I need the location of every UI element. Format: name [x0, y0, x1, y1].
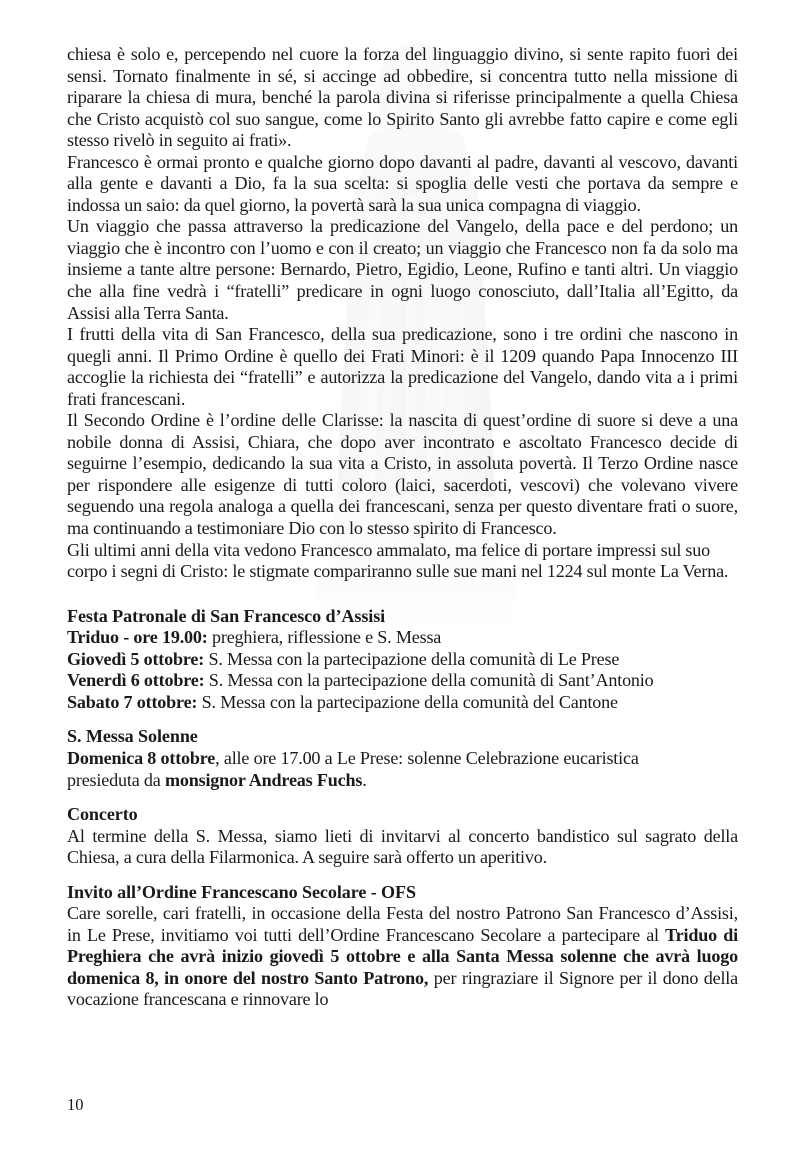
- paragraph: Francesco è ormai pronto e qualche giorno dopo davanti al padre, davanti al vescovo, davanti alla gente e davanti a Dio, fa la sua scelta: si spoglia delle vesti che portava da sempre e indossa un saio: da quel giorno, la povertà sarà la sua unica compagna di viaggio.: [67, 151, 738, 215]
- section-heading-messa-solenne: S. Messa Solenne: [67, 726, 198, 747]
- festa-triduo-label: Triduo - ore 19.00:: [67, 627, 208, 648]
- section-heading-ofs: Invito all’Ordine Francescano Secolare - OFS: [67, 881, 416, 902]
- messa-solenne-line-2: [67, 770, 738, 792]
- festa-event-text: S. Messa con la partecipazione della comunità di Le Prese: [204, 648, 620, 669]
- paragraph: chiesa è solo e, percependo nel cuore la forza del linguaggio divino, si sente rapito fuori dei sensi. Tornato finalmente in sé, si accinge ad obbedire, si concentra tutto nella missione di riparare la chiesa di mura, benché la parola divina si riferisse principalmente a quella Chiesa che Cristo acquistò col suo sangue, come lo Spirito Santo gli avrebbe fatto capire e come egli stesso rivelò in seguito ai frati».: [67, 44, 738, 151]
- festa-event-text: S. Messa con la partecipazione della comunità del Cantone: [197, 691, 618, 712]
- messa-solenne-detail: , alle ore 17.00 a Le Prese: solenne Celebrazione eucaristica: [215, 747, 639, 768]
- section-spacer: [67, 713, 738, 726]
- paragraph: Un viaggio che passa attraverso la predicazione del Vangelo, della pace e del perdono; un viaggio che è incontro con l’uomo e con il creato; un viaggio che Francesco non fa da solo ma insieme a tante altre persone: Bernardo, Pietro, Egidio, Leone, Rufino e tanti altri. Un viaggio che alla fine vedrà i “fratelli” predicare in ogni luogo conosciuto, dall’Italia all’Egitto, da Assisi alla Terra Santa.: [67, 216, 738, 323]
- concerto-paragraph: Al termine della S. Messa, siamo lieti di invitarvi al concerto bandistico sul sagrato della Chiesa, a cura della Filarmonica. A seguire sarà offerto un aperitivo.: [67, 825, 738, 868]
- messa-solenne-date: Domenica 8 ottobre: [67, 747, 216, 768]
- festa-event-label: Giovedì 5 ottobre:: [67, 648, 205, 669]
- ofs-paragraph: [67, 903, 738, 1011]
- festa-event-label: Sabato 7 ottobre:: [67, 691, 198, 712]
- ofs-text-outro: per ringraziare il Signore per il dono della vocazione francescana e rinnovare lo: [67, 967, 738, 1010]
- section-spacer: [67, 791, 738, 804]
- festa-event-line: [67, 649, 738, 671]
- ofs-text-intro: Care sorelle, cari fratelli, in occasione della Festa del nostro Patrono San Francesco d’Assisi, in Le Prese, invitiamo voi tutti dell’Ordine Francescano Secolare a partecipare al: [67, 903, 738, 945]
- page-content: [67, 44, 738, 1011]
- paragraph: Gli ultimi anni della vita vedono Francesco ammalato, ma felice di portare impressi sul suo corpo i segni di Cristo: le stigmate compariranno sulle sue mani nel 1224 sul monte La Verna.: [67, 539, 729, 582]
- section-heading-festa: Festa Patronale di San Francesco d’Assisi: [67, 605, 386, 626]
- festa-triduo-line: [67, 627, 738, 649]
- festa-event-line: [67, 670, 738, 692]
- section-spacer: [67, 869, 738, 882]
- messa-solenne-period: .: [362, 769, 367, 790]
- festa-event-text: S. Messa con la partecipazione della comunità di Sant’Antonio: [204, 670, 654, 691]
- paragraph: Il Secondo Ordine è l’ordine delle Clarisse: la nascita di quest’ordine di suore si deve a una nobile donna di Assisi, Chiara, che dopo aver incontrato e ascoltato Francesco decide di seguirne l’esempio, dedicando la sua vita a Cristo, in assoluta povertà. Il Terzo Ordine nasce per rispondere alle esigenze di tutti coloro (laici, sacerdoti, vescovi) che volevano vivere seguendo una regola analoga a quella dei francescani, senza per questo diventare frati o suore, ma continuando a testimoniare Dio con lo stesso spirito di Francesco.: [67, 410, 738, 539]
- messa-solenne-celebrant: monsignor Andreas Fuchs: [164, 769, 363, 790]
- messa-solenne-presieduta: presieduta da: [67, 769, 165, 790]
- festa-event-line: [67, 692, 738, 714]
- festa-event-label: Venerdì 6 ottobre:: [67, 670, 205, 691]
- festa-triduo-text: preghiera, riflessione e S. Messa: [207, 627, 442, 648]
- messa-solenne-line-1: [67, 748, 738, 770]
- paragraph: I frutti della vita di San Francesco, della sua predicazione, sono i tre ordini che nascono in quegli anni. Il Primo Ordine è quello dei Frati Minori: è il 1209 quando Papa Innocenzo III accoglie la richiesta dei “fratelli” e autorizza la predicazione del Vangelo, dando vita a i primi frati francescani.: [67, 324, 738, 409]
- section-spacer: [67, 583, 738, 606]
- section-heading-concerto: Concerto: [67, 804, 138, 825]
- page-number: 10: [67, 1095, 84, 1114]
- ofs-text-emphasis: Triduo di Preghiera che avrà inizio giovedì 5 ottobre e alla Santa Messa solenne che avrà luogo domenica 8, in onore del nostro Santo Patrono,: [67, 924, 738, 988]
